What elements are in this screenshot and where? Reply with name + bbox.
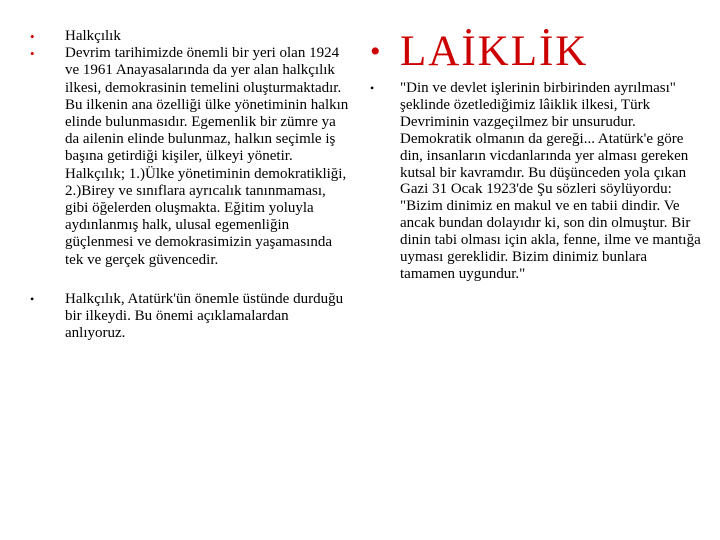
bullet-item-heading: [30, 28, 350, 45]
bullet-item-paragraph: [30, 291, 350, 343]
paragraph-text: Halkçılık, Atatürk'ün önemle üstünde durduğu bir ilkeydi. Bu önemi açıklamalardan anlıyoruz.: [65, 290, 344, 342]
right-column: [370, 80, 705, 283]
title-bullet: •: [370, 35, 381, 68]
paragraph-text: Devrim tarihimizde önemli bir yeri olan 1924 ve 1961 Anayasalarında da yer alan halkçılık ilkesi, demokrasinin temelini oluşturmaktadır. Bu ilkenin ana özelliği ülke yönetiminin halkın elinde bulunmasıdır. Egemenlik bir zümre ya da ailenin elinde bulunmaz, halkın seçimle iş başına getirdiği kişiler, ülkeyi yönetir. Halkçılık; 1.)Ülke yönetiminin demokratikliği, 2.)Birey ve sınıflara ayrıcalık tanınmaması, gibi öğelerden oluşmakta. Eğitim yoluyla aydınlanmış halk, ulusal egemenliğin güçlenmesi ve demokrasimizin yaşamasında tek ve gerçek güvencedir.: [65, 45, 349, 268]
heading-text: Halkçılık: [65, 28, 121, 44]
left-column: [30, 28, 350, 342]
page-title: LAİKLİK: [400, 28, 589, 75]
bullet-item-paragraph: [30, 45, 350, 269]
bullet-marker: •: [30, 46, 35, 62]
bullet-item-paragraph: [370, 80, 705, 283]
bullet-marker: •: [30, 291, 35, 306]
title-item: [370, 28, 700, 76]
bullet-marker: •: [30, 29, 35, 44]
paragraph-text: "Din ve devlet işlerinin birbirinden ayrılması" şeklinde özetlediğimiz lâiklik ilkesi, Türk Devriminin vazgeçilmez bir unsurudur. Demokratik olmanın da gereği... Atatürk'e göre din, insanların vicdanlarında yer alması gereken kutsal bir kavramdır. Bu düşünceden yola çıkan Gazi 31 Ocak 1923'de Şu sözleri söylüyordu: "Bizim dinimiz en makul ve en tabii dindir. Ve ancak bundan dolayıdır ki, son din olmuştur. Bir dinin tabi olması için akla, fenne, ilme ve mantığa uyması gereklidir. Bizim dinimiz bunlara tamamen uygundur.": [400, 80, 701, 282]
bullet-marker: •: [370, 81, 375, 95]
title-row: [370, 28, 700, 76]
